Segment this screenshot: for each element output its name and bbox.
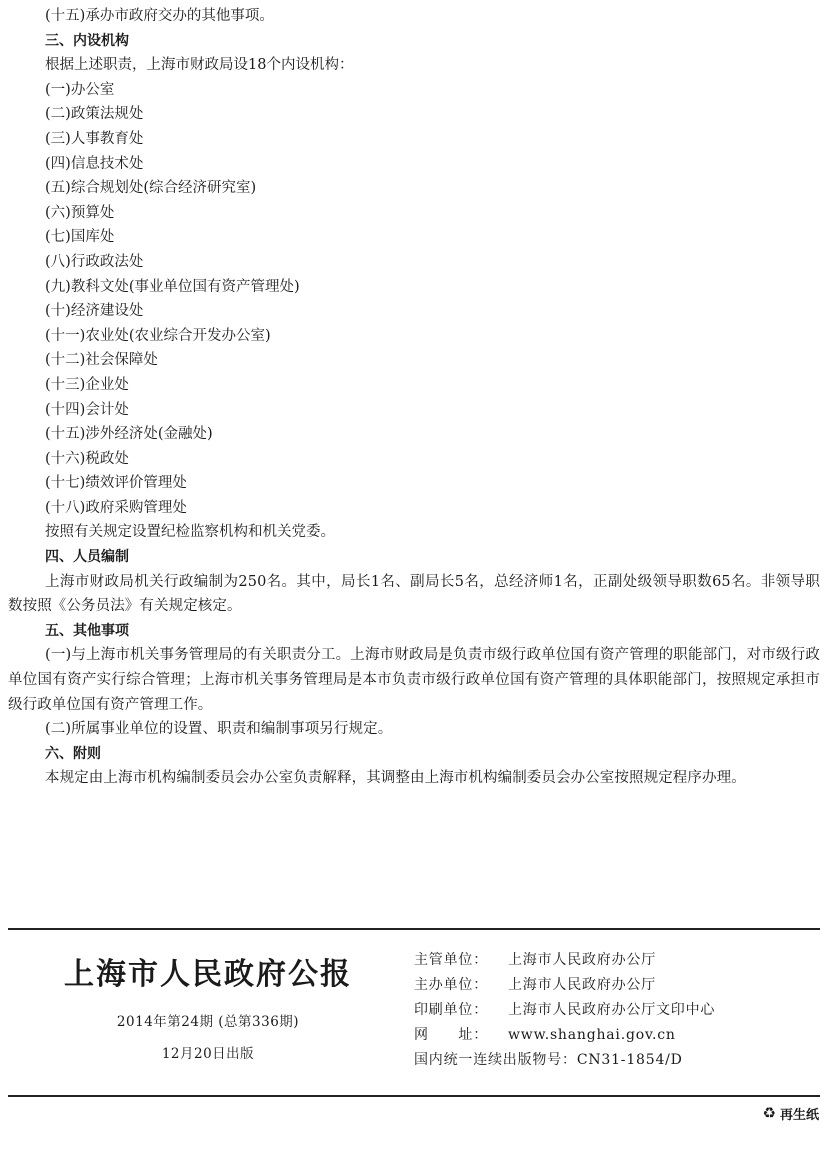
other-paragraph-1: (一)与上海市机关事务管理局的有关职责分工。上海市财政局是负责市级行政单位国有资产管理的职能部门，对市级行政单位国有资产实行综合管理；上海市机关事务管理局是本市负责市级行政单位国有资产管理的具体职能部门，按照规定承担市级行政单位国有资产管理工作。 [8,647,820,713]
list-item: (十四)会计处 [45,401,129,418]
publication-block [8,945,408,1062]
info-value: 上海市人民政府办公厅文印中心 [508,1002,716,1018]
publish-date: 12月20日出版 [161,1046,255,1062]
list-item: (十三)企业处 [45,376,129,393]
recycled-label: 再生纸 [779,1108,819,1123]
list-item: 按照有关规定设置纪检监察机构和机关党委。 [45,524,335,541]
info-line [414,1048,814,1073]
list-item: (十七)绩效评价管理处 [45,475,187,492]
recycle-icon: ♻ [762,1104,776,1122]
section-heading: 四、人员编制 [45,549,129,566]
publication-title: 上海市人民政府公报 [64,957,352,992]
staffing-paragraph: 上海市财政局机关行政编制为250名。其中，局长1名、副局长5名，总经济师1名，正副处级领导职数65名。非领导职数按照《公务员法》有关规定核定。 [8,573,820,615]
info-label: 网 址： [414,1027,488,1043]
info-value: www.shanghai.gov.cn [508,1027,676,1043]
list-item: (十)经济建设处 [45,303,144,320]
list-item: (九)教科文处(事业单位国有资产管理处) [45,278,300,295]
info-label: 印刷单位： [414,1002,488,1018]
section-heading-other: 五、其他事项 [45,622,129,639]
info-line [414,1023,814,1048]
list-item: (五)综合规划处(综合经济研究室) [45,180,257,197]
publication-info [414,948,814,1073]
list-item: (四)信息技术处 [45,155,144,172]
issue-number: 2014年第24期 (总第336期) [116,1014,300,1030]
list-item: (十八)政府采购管理处 [45,499,187,516]
recycled-paper-mark [763,1104,819,1123]
list-item: (八)行政政法处 [45,253,144,270]
structure-list [8,4,820,570]
list-item: 根据上述职责，上海市财政局设18个内设机构： [45,57,354,74]
document-body [8,4,820,791]
info-line [414,973,814,998]
section-heading: 三、内设机构 [45,32,129,49]
info-label: 主办单位： [414,977,488,993]
info-value: 上海市人民政府办公厅 [508,952,656,968]
list-item: (三)人事教育处 [45,130,144,147]
info-line [414,998,814,1023]
list-item: (七)国库处 [45,229,115,246]
list-item: (十五)承办市政府交办的其他事项。 [45,8,274,24]
list-item: (二)政策法规处 [45,106,144,123]
list-item: (十一)农业处(农业综合开发办公室) [45,327,271,344]
list-item: (十二)社会保障处 [45,352,158,369]
list-item: (十五)涉外经济处(金融处) [45,426,213,443]
info-label: 国内统一连续出版物号： [414,1052,577,1068]
info-line [414,948,814,973]
info-value: 上海市人民政府办公厅 [508,977,656,993]
list-item: (十六)税政处 [45,450,129,467]
info-label: 主管单位： [414,952,488,968]
other-paragraph-2: (二)所属事业单位的设置、职责和编制事项另行规定。 [45,721,393,738]
appendix-paragraph: 本规定由上海市机构编制委员会办公室负责解释，其调整由上海市机构编制委员会办公室按照规定程序办理。 [45,770,746,787]
footer-bottom-rule [8,1095,820,1097]
footer-top-rule [8,928,820,930]
section-heading-appendix: 六、附则 [45,745,101,762]
list-item: (六)预算处 [45,204,115,221]
info-value: CN31-1854/D [576,1052,683,1068]
list-item: (一)办公室 [45,81,115,98]
